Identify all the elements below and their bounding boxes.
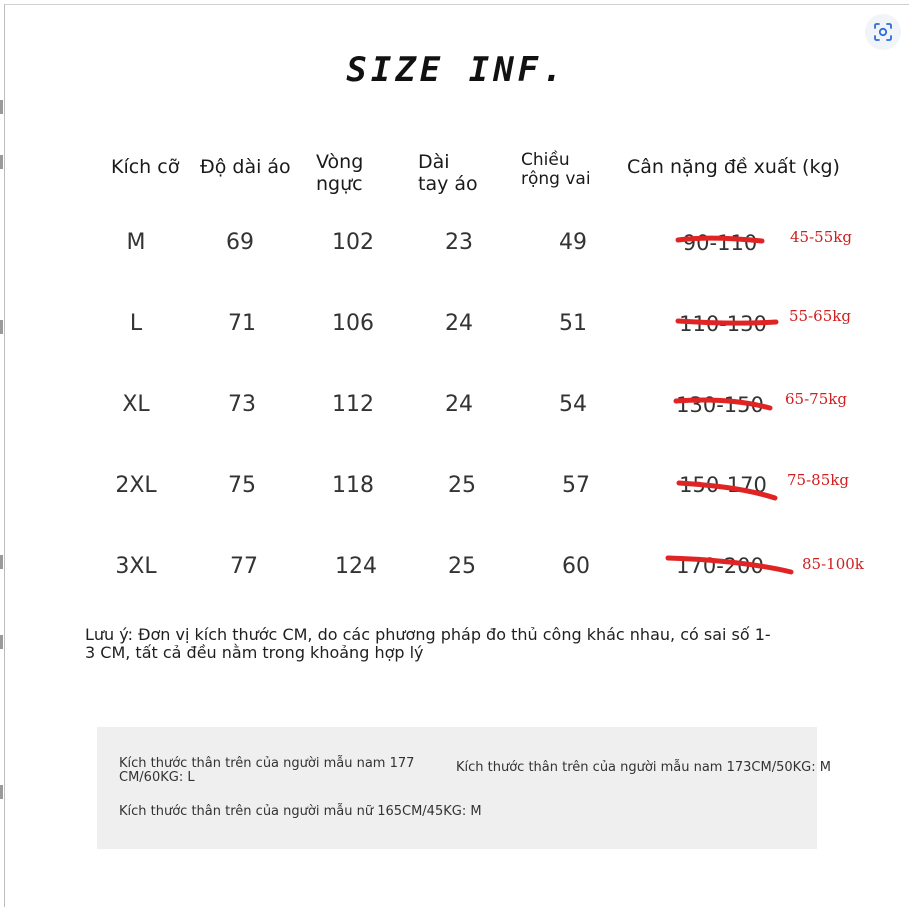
cell-length: 77 <box>230 554 258 579</box>
new-weight: 65-75kg <box>785 390 847 408</box>
model-info-panel <box>97 727 831 849</box>
old-weight: 170-200 <box>676 554 764 578</box>
cell-shoulder: 54 <box>559 392 587 417</box>
cell-size: M <box>126 230 146 255</box>
header-sleeve-line1: Dài <box>418 151 450 173</box>
cell-chest: 112 <box>332 392 374 417</box>
old-weight: 110-130 <box>679 312 767 336</box>
cell-shoulder: 51 <box>559 311 587 336</box>
cell-chest: 124 <box>335 554 377 579</box>
header-chest-line2: ngực <box>316 173 363 195</box>
header-shoulder-line1: Chiều <box>521 150 570 170</box>
cell-sleeve: 24 <box>445 392 473 417</box>
new-weight: 55-65kg <box>789 307 851 325</box>
header-size: Kích cỡ <box>111 156 180 178</box>
cell-sleeve: 23 <box>445 230 473 255</box>
cell-shoulder: 57 <box>562 473 590 498</box>
cell-size: XL <box>122 392 150 417</box>
model-info-male-177: Kích thước thân trên của người mẫu nam 177 CM/60KG: L <box>119 756 415 785</box>
edge-marker <box>0 785 3 799</box>
cell-chest: 102 <box>332 230 374 255</box>
cell-length: 69 <box>226 230 254 255</box>
cell-sleeve: 25 <box>448 554 476 579</box>
edge-marker <box>0 155 3 169</box>
header-length: Độ dài áo <box>200 156 291 178</box>
new-weight: 85-100k <box>802 555 864 573</box>
cell-chest: 118 <box>332 473 374 498</box>
old-weight: 90-110 <box>682 231 758 255</box>
old-weight: 130-150 <box>676 393 764 417</box>
new-weight: 75-85kg <box>787 471 849 489</box>
cell-shoulder: 49 <box>559 230 587 255</box>
edge-marker <box>0 555 3 569</box>
edge-marker <box>0 100 3 114</box>
edge-marker <box>0 635 3 649</box>
cell-sleeve: 25 <box>448 473 476 498</box>
cell-shoulder: 60 <box>562 554 590 579</box>
new-weight: 45-55kg <box>790 228 852 246</box>
model-info-female-165: Kích thước thân trên của người mẫu nữ 165CM/45KG: M <box>119 804 482 819</box>
cell-chest: 106 <box>332 311 374 336</box>
cell-size: 3XL <box>115 554 157 579</box>
header-shoulder-line2: rộng vai <box>521 169 591 189</box>
page-title: SIZE INF. <box>346 50 567 90</box>
cell-length: 73 <box>228 392 256 417</box>
cell-length: 71 <box>228 311 256 336</box>
header-sleeve-line2: tay áo <box>418 173 478 195</box>
cell-length: 75 <box>228 473 256 498</box>
header-weight: Cân nặng đề xuất (kg) <box>627 156 840 178</box>
visual-search-icon <box>873 22 893 42</box>
header-chest-line1: Vòng <box>316 151 364 173</box>
cell-size: 2XL <box>115 473 157 498</box>
cell-size: L <box>129 311 143 336</box>
old-weight: 150-170 <box>679 473 767 497</box>
visual-search-button[interactable] <box>865 14 901 50</box>
cell-sleeve: 24 <box>445 311 473 336</box>
edge-marker <box>0 320 3 334</box>
model-info-male-173: Kích thước thân trên của người mẫu nam 173CM/50KG: M <box>456 760 831 775</box>
size-note: Lưu ý: Đơn vị kích thước CM, do các phương pháp đo thủ công khác nhau, có sai số 1-3 CM, tất cả đều nằm trong khoảng hợp lý <box>85 625 771 662</box>
